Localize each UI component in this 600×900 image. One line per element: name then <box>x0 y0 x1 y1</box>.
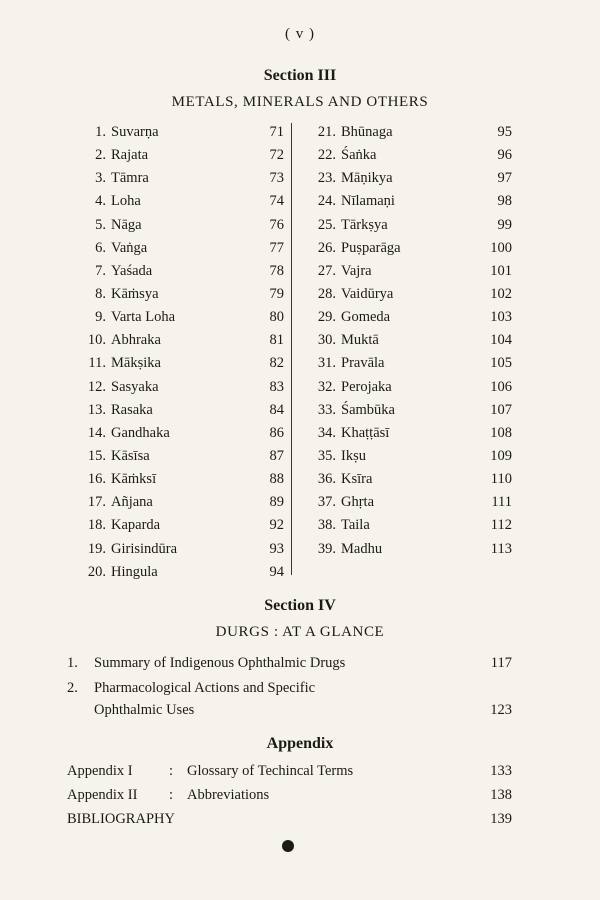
appendix-page: 133 <box>490 763 512 779</box>
entry-page: 79 <box>269 285 284 302</box>
entry-name: Suvarṇa <box>111 124 159 140</box>
item-number: 1. <box>67 655 78 671</box>
entry-name: Nāga <box>111 216 142 233</box>
entry-page: 87 <box>269 447 284 464</box>
entry-name: Hingula <box>111 563 158 580</box>
list-item-continuation <box>0 699 600 721</box>
item-page: 117 <box>490 655 512 671</box>
toc-row <box>0 352 600 375</box>
entry-name: Vaṅga <box>111 239 148 256</box>
entry-name: Nīlamaṇi <box>341 193 395 210</box>
entry-name: Gomeda <box>341 309 391 326</box>
entry-number: 24. <box>317 193 336 210</box>
appendix-item <box>0 808 600 832</box>
appendix-text: Abbreviations <box>187 787 270 803</box>
item-title-line-1: Pharmacological Actions and Specific <box>94 680 316 696</box>
entry-page: 106 <box>490 378 512 395</box>
entry-name: Gandhaka <box>111 424 170 441</box>
entry-name: Ghṛta <box>341 494 375 511</box>
entry-number: 4. <box>95 193 106 210</box>
entry-page: 72 <box>269 147 284 164</box>
entry-name: Ksīra <box>341 471 373 488</box>
appendix-item <box>0 784 600 808</box>
entry-page: 82 <box>269 355 284 372</box>
page-number: ( v ) <box>285 26 315 42</box>
toc-row <box>0 468 600 491</box>
appendix-list <box>0 760 600 832</box>
entry-name: Kāṁsya <box>111 285 159 302</box>
list-item <box>0 677 600 699</box>
entry-page: 104 <box>490 332 512 349</box>
toc-row <box>0 538 600 561</box>
entry-number: 14. <box>87 424 106 441</box>
toc-row <box>0 237 600 260</box>
entry-name: Tārkṣya <box>341 216 388 233</box>
toc-row <box>0 491 600 514</box>
entry-number: 38. <box>317 517 336 534</box>
entry-page: 89 <box>269 494 284 511</box>
entry-page: 77 <box>269 239 284 256</box>
appendix-title: Appendix <box>266 735 334 752</box>
toc-row <box>0 399 600 422</box>
entry-name: Vaidūrya <box>341 285 394 302</box>
entry-name: Yaśada <box>111 262 153 279</box>
entry-number: 11. <box>88 355 106 372</box>
entry-name: Perojaka <box>341 378 392 395</box>
toc-row <box>0 167 600 190</box>
entry-number: 21. <box>317 124 336 140</box>
entry-name: Añjana <box>111 494 153 511</box>
toc-row <box>0 214 600 237</box>
entry-name: Kaparda <box>111 517 161 534</box>
entry-number: 5. <box>95 216 106 233</box>
entry-name: Tāmra <box>111 170 149 187</box>
entry-number: 17. <box>87 494 106 511</box>
entry-name: Loha <box>111 193 141 210</box>
list-item <box>0 652 600 674</box>
item-title-line-2: Ophthalmic Uses <box>94 702 195 718</box>
entry-page: 92 <box>269 517 284 534</box>
section-4-list <box>0 652 600 721</box>
appendix-label: Appendix II <box>67 787 138 803</box>
entry-page: 84 <box>269 401 284 418</box>
appendix-colon: : <box>169 763 174 779</box>
entry-page: 110 <box>490 471 512 488</box>
entry-page: 109 <box>490 447 512 464</box>
appendix-page: 138 <box>490 787 512 803</box>
entry-name: Rajata <box>111 147 149 164</box>
entry-page: 103 <box>490 309 512 326</box>
entry-page: 108 <box>490 424 512 441</box>
entry-number: 7. <box>95 262 106 279</box>
bullet-dot <box>282 840 294 852</box>
entry-name: Māṇikya <box>341 170 393 187</box>
entry-number: 19. <box>87 540 106 557</box>
entry-name: Pravāla <box>341 355 385 372</box>
entry-page: 86 <box>269 424 284 441</box>
toc-row <box>0 260 600 283</box>
entry-name: Mākṣika <box>111 355 161 372</box>
entry-number: 37. <box>317 494 336 511</box>
entry-number: 26. <box>317 239 336 256</box>
toc-row <box>0 190 600 213</box>
item-title: Summary of Indigenous Ophthalmic Drugs <box>94 655 346 671</box>
section-3-right-column <box>0 121 600 561</box>
entry-page: 97 <box>497 170 512 187</box>
toc-row <box>0 561 300 584</box>
entry-page: 94 <box>269 563 284 580</box>
toc-row <box>0 306 600 329</box>
entry-number: 34. <box>317 424 336 441</box>
toc-row <box>0 514 600 537</box>
entry-name: Śambūka <box>341 401 395 418</box>
entry-page: 78 <box>269 262 284 279</box>
entry-name: Varta Loha <box>111 309 176 326</box>
entry-name: Khaṭṭāsī <box>341 424 390 441</box>
section-4-subtitle: DURGS : AT A GLANCE <box>215 624 385 640</box>
entry-page: 76 <box>269 216 284 233</box>
section-3-title: Section III <box>263 67 337 84</box>
section-4-title: Section IV <box>264 597 336 614</box>
entry-number: 39. <box>317 540 336 557</box>
entry-number: 15. <box>87 447 106 464</box>
entry-page: 111 <box>491 494 512 511</box>
entry-number: 10. <box>87 332 106 349</box>
entry-number: 2. <box>95 147 106 164</box>
entry-number: 29. <box>317 309 336 326</box>
entry-name: Kāsīsa <box>111 447 150 464</box>
entry-page: 107 <box>490 401 512 418</box>
entry-page: 96 <box>497 147 512 164</box>
entry-page: 93 <box>269 540 284 557</box>
toc-row <box>0 144 600 167</box>
item-number: 2. <box>67 680 78 696</box>
entry-page: 98 <box>497 193 512 210</box>
toc-row <box>0 422 600 445</box>
entry-name: Muktā <box>341 332 379 349</box>
entry-number: 9. <box>95 309 106 326</box>
toc-row <box>0 376 600 399</box>
entry-name: Śaṅka <box>341 147 377 164</box>
entry-name: Bhūnaga <box>341 124 393 140</box>
item-page: 123 <box>490 702 512 718</box>
entry-number: 20. <box>87 563 106 580</box>
entry-number: 23. <box>317 170 336 187</box>
entry-name: Vajra <box>341 262 372 279</box>
toc-row <box>0 445 600 468</box>
appendix-colon: : <box>169 787 174 803</box>
entry-number: 6. <box>95 239 106 256</box>
entry-name: Puṣparāga <box>341 239 401 256</box>
appendix-page: 139 <box>490 811 512 827</box>
entry-page: 102 <box>490 285 512 302</box>
entry-number: 30. <box>317 332 336 349</box>
entry-page: 113 <box>490 540 512 557</box>
appendix-label: Appendix I <box>67 763 133 779</box>
entry-page: 83 <box>269 378 284 395</box>
entry-number: 27. <box>317 262 336 279</box>
appendix-text: Glossary of Techincal Terms <box>187 763 354 779</box>
entry-number: 12. <box>87 378 106 395</box>
toc-row <box>0 329 600 352</box>
entry-number: 35. <box>317 447 336 464</box>
entry-page: 105 <box>490 355 512 372</box>
entry-number: 18. <box>87 517 106 534</box>
toc-row <box>0 283 600 306</box>
bibliography-label: BIBLIOGRAPHY <box>67 811 175 827</box>
entry-number: 28. <box>317 285 336 302</box>
entry-number: 33. <box>317 401 336 418</box>
entry-number: 8. <box>95 285 106 302</box>
entry-name: Kāṁksī <box>111 471 157 488</box>
entry-page: 95 <box>497 124 512 140</box>
entry-name: Taila <box>341 517 370 534</box>
entry-number: 32. <box>317 378 336 395</box>
entry-number: 31. <box>317 355 336 372</box>
entry-page: 99 <box>497 216 512 233</box>
entry-page: 112 <box>490 517 512 534</box>
entry-name: Abhraka <box>111 332 161 349</box>
entry-page: 101 <box>490 262 512 279</box>
appendix-item <box>0 760 600 784</box>
entry-name: Girisindūra <box>111 540 178 557</box>
entry-number: 13. <box>87 401 106 418</box>
entry-number: 16. <box>87 471 106 488</box>
entry-page: 88 <box>269 471 284 488</box>
entry-name: Madhu <box>341 540 383 557</box>
entry-page: 74 <box>269 193 284 210</box>
entry-page: 73 <box>269 170 284 187</box>
entry-number: 36. <box>317 471 336 488</box>
entry-number: 22. <box>317 147 336 164</box>
entry-number: 25. <box>317 216 336 233</box>
entry-page: 71 <box>269 124 284 140</box>
entry-page: 100 <box>490 239 512 256</box>
entry-number: 1. <box>95 124 106 140</box>
entry-name: Rasaka <box>111 401 153 418</box>
entry-page: 80 <box>269 309 284 326</box>
entry-page: 81 <box>269 332 284 349</box>
toc-row <box>0 121 600 144</box>
entry-number: 3. <box>95 170 106 187</box>
entry-name: Sasyaka <box>111 378 159 395</box>
entry-name: Ikṣu <box>341 447 366 464</box>
section-3-subtitle: METALS, MINERALS AND OTHERS <box>171 94 429 110</box>
